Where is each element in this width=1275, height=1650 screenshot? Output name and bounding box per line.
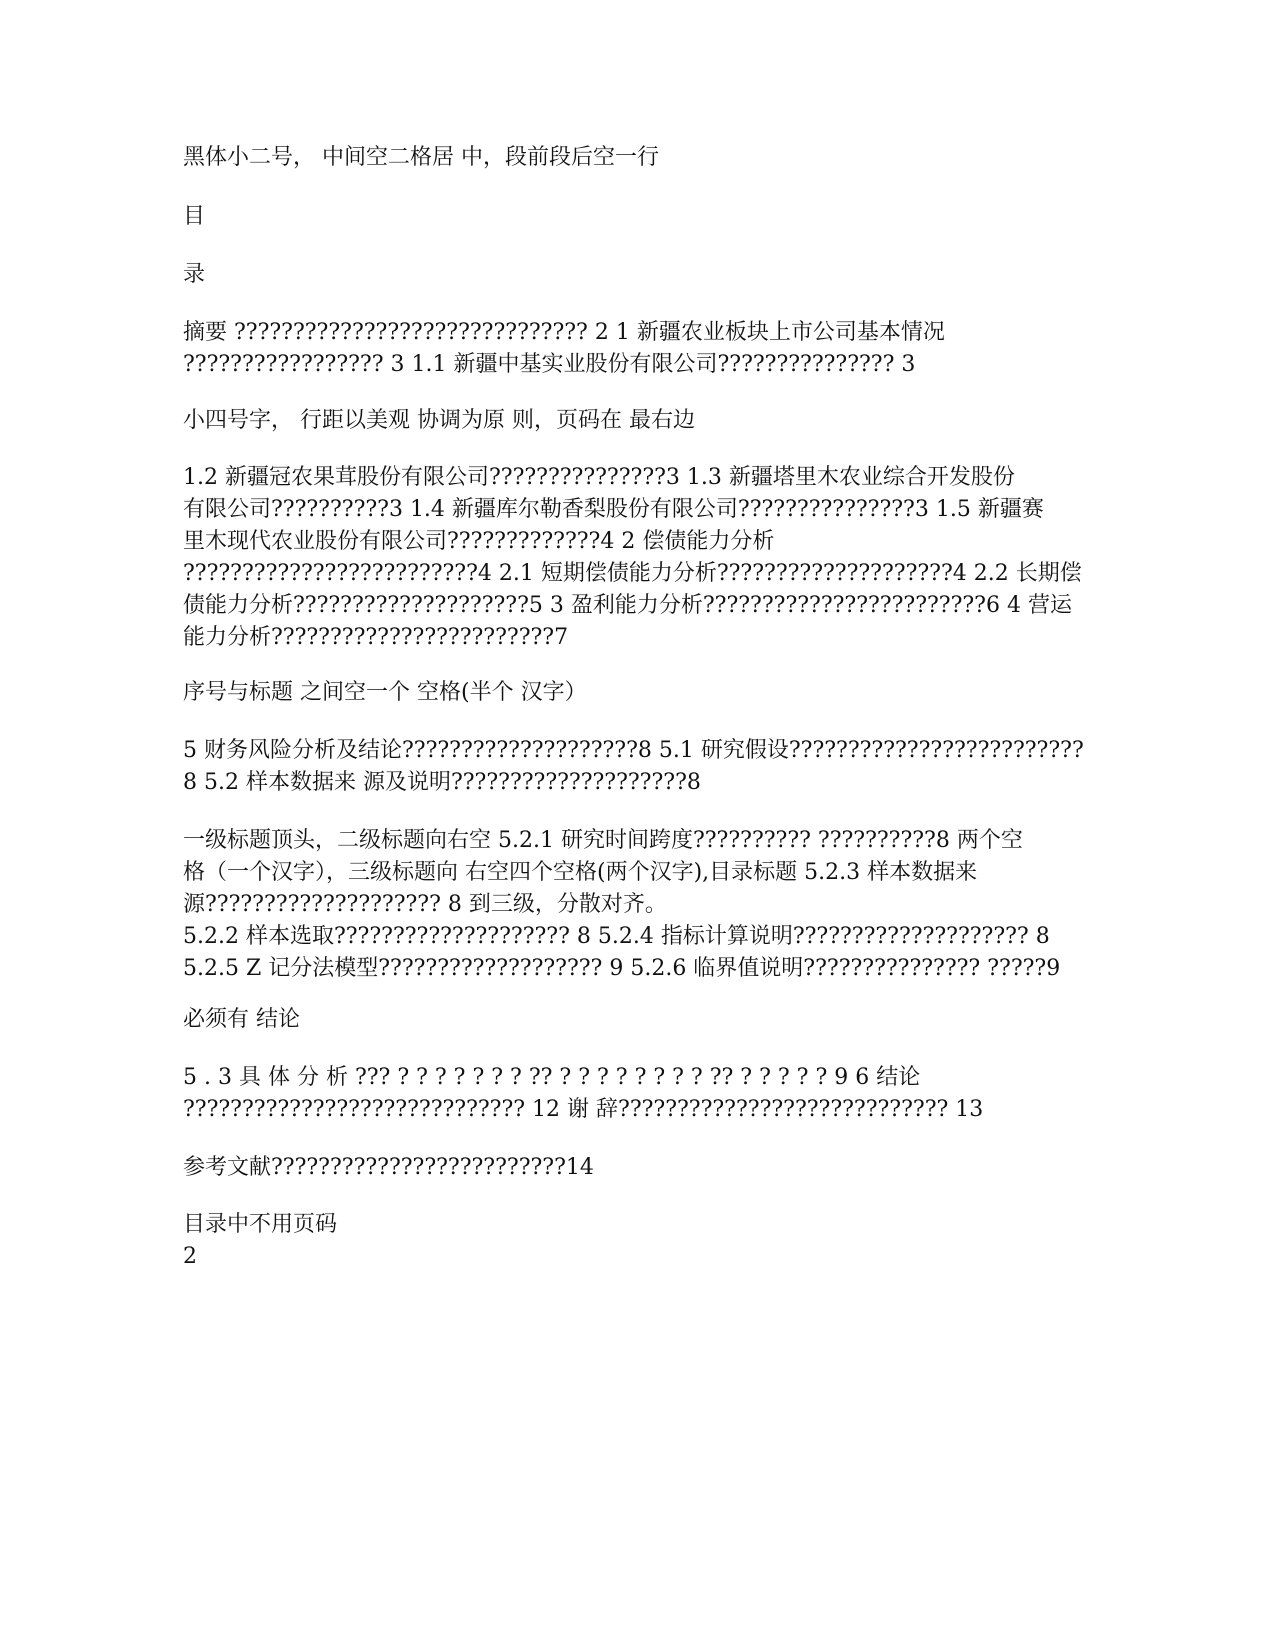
toc-line: 有限公司??????????3 1.4 新疆库尔勒香梨股份有限公司???????????????3 1.5 新疆赛 xyxy=(183,497,1044,522)
toc-block-2 xyxy=(183,462,1103,654)
conclusion-note: 必须有 结论 xyxy=(183,1007,300,1032)
toc-title-char-1: 目 xyxy=(183,204,206,229)
page-number: 2 xyxy=(183,1244,197,1269)
toc-title-char-2: 录 xyxy=(183,262,206,287)
toc-line: 5 财务风险分析及结论????????????????????8 5.1 研究假设????????????????????????? xyxy=(183,738,1084,763)
toc-block-5 xyxy=(183,1062,1103,1126)
toc-line: 里木现代农业股份有限公司?????????????4 2 偿债能力分析 xyxy=(183,529,775,554)
toc-line: 5.2.5 Z 记分法模型??????????????????? 9 5.2.6 临界值说明??????????????? ?????9 xyxy=(183,956,1061,981)
toc-line: ?????????????????????????4 2.1 短期偿债能力分析????????????????????4 2.2 长期偿 xyxy=(183,561,1082,586)
toc-line: 源???????????????????? 8 到三级，分散对齐。 xyxy=(183,892,667,917)
toc-line: 格（一个汉字），三级标题向 右空四个空格(两个汉字),目录标题 5.2.3 样本数据来 xyxy=(183,860,978,885)
title-format-note: 黑体小二号， 中间空二格居 中，段前段后空一行 xyxy=(183,145,659,170)
toc-line: 8 5.2 样本数据来 源及说明????????????????????8 xyxy=(183,770,701,795)
toc-block-1 xyxy=(183,317,1103,381)
toc-line: 5 . 3 具 体 分 析 ??? ? ? ? ? ? ? ? ?? ? ? ? ? ? ? ? ? ?? ? ? ? ? ? 9 6 结论 xyxy=(183,1065,921,1090)
toc-line: ????????????????????????????? 12 谢 辞???????????????????????????? 13 xyxy=(183,1097,984,1122)
toc-line: 能力分析????????????????????????7 xyxy=(183,625,569,650)
toc-block-3 xyxy=(183,735,1103,799)
toc-line: 1.2 新疆冠农果茸股份有限公司???????????????3 1.3 新疆塔里木农业综合开发股份 xyxy=(183,465,1015,490)
number-spacing-note: 序号与标题 之间空一个 空格(半个 汉字） xyxy=(183,680,587,705)
toc-line: 摘要 ?????????????????????????????? 2 1 新疆农业板块上市公司基本情况 xyxy=(183,320,945,345)
font-size-note: 小四号字， 行距以美观 协调为原 则，页码在 最右边 xyxy=(183,408,695,433)
toc-block-4 xyxy=(183,825,1103,985)
toc-line: ????????????????? 3 1.1 新疆中基实业股份有限公司??????????????? 3 xyxy=(183,352,916,377)
toc-line: 一级标题顶头，二级标题向右空 5.2.1 研究时间跨度?????????? ??????????8 两个空 xyxy=(183,828,1023,853)
no-page-number-note: 目录中不用页码 2 xyxy=(183,1209,1103,1273)
toc-references: 参考文献?????????????????????????14 xyxy=(183,1155,594,1180)
toc-line: 债能力分析????????????????????5 3 盈利能力分析????????????????????????6 4 营运 xyxy=(183,593,1072,618)
toc-line: 5.2.2 样本选取???????????????????? 8 5.2.4 指标计算说明???????????????????? 8 xyxy=(183,924,1050,949)
